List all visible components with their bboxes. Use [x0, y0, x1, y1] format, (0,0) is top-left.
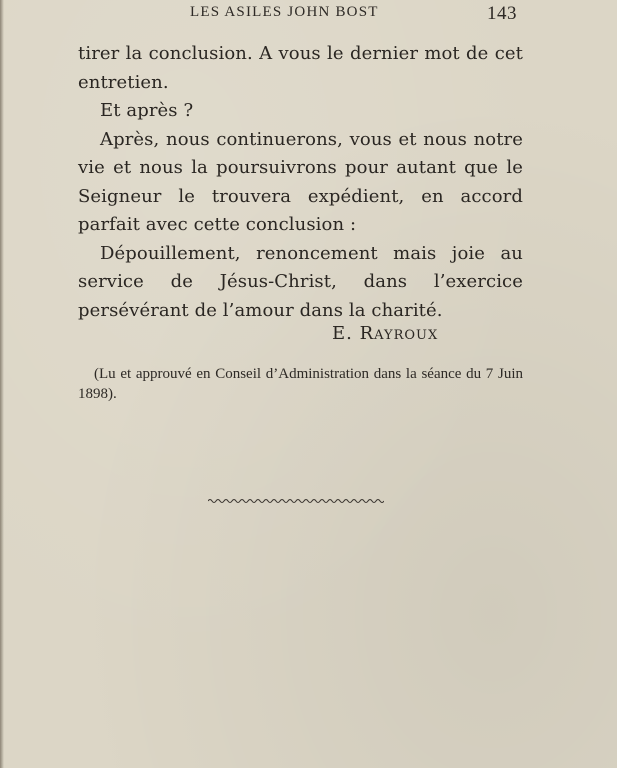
page-number: 143 [487, 3, 517, 24]
paragraph-question: Et après ? [100, 100, 194, 121]
paragraph-conclusion: Dépouillement, renoncement mais joie au service de Jésus-Christ, dans l’exercice persévérant de l’amour dans la charité. [78, 242, 523, 321]
page-edge-shadow [0, 0, 4, 768]
body-text [78, 40, 523, 325]
running-head [0, 4, 617, 24]
author-signature: E. Rayroux [332, 323, 439, 344]
wavy-rule-line [208, 500, 384, 503]
paragraph-answer: Après, nous continuerons, vous et nous notre vie et nous la poursuivrons pour autant que le Seigneur le trouvera expédient, en accord parfait avec cette conclusion : [78, 128, 523, 235]
running-title: LES ASILES JOHN BOST [190, 4, 379, 20]
approval-note [78, 364, 523, 404]
paragraph-continuation: tirer la conclusion. A vous le dernier mot de cet entretien. [78, 43, 523, 93]
approval-note-text: (Lu et approuvé en Conseil d’Administration dans la séance du 7 Juin 1898). [78, 366, 523, 402]
wavy-rule-ornament [208, 496, 384, 506]
